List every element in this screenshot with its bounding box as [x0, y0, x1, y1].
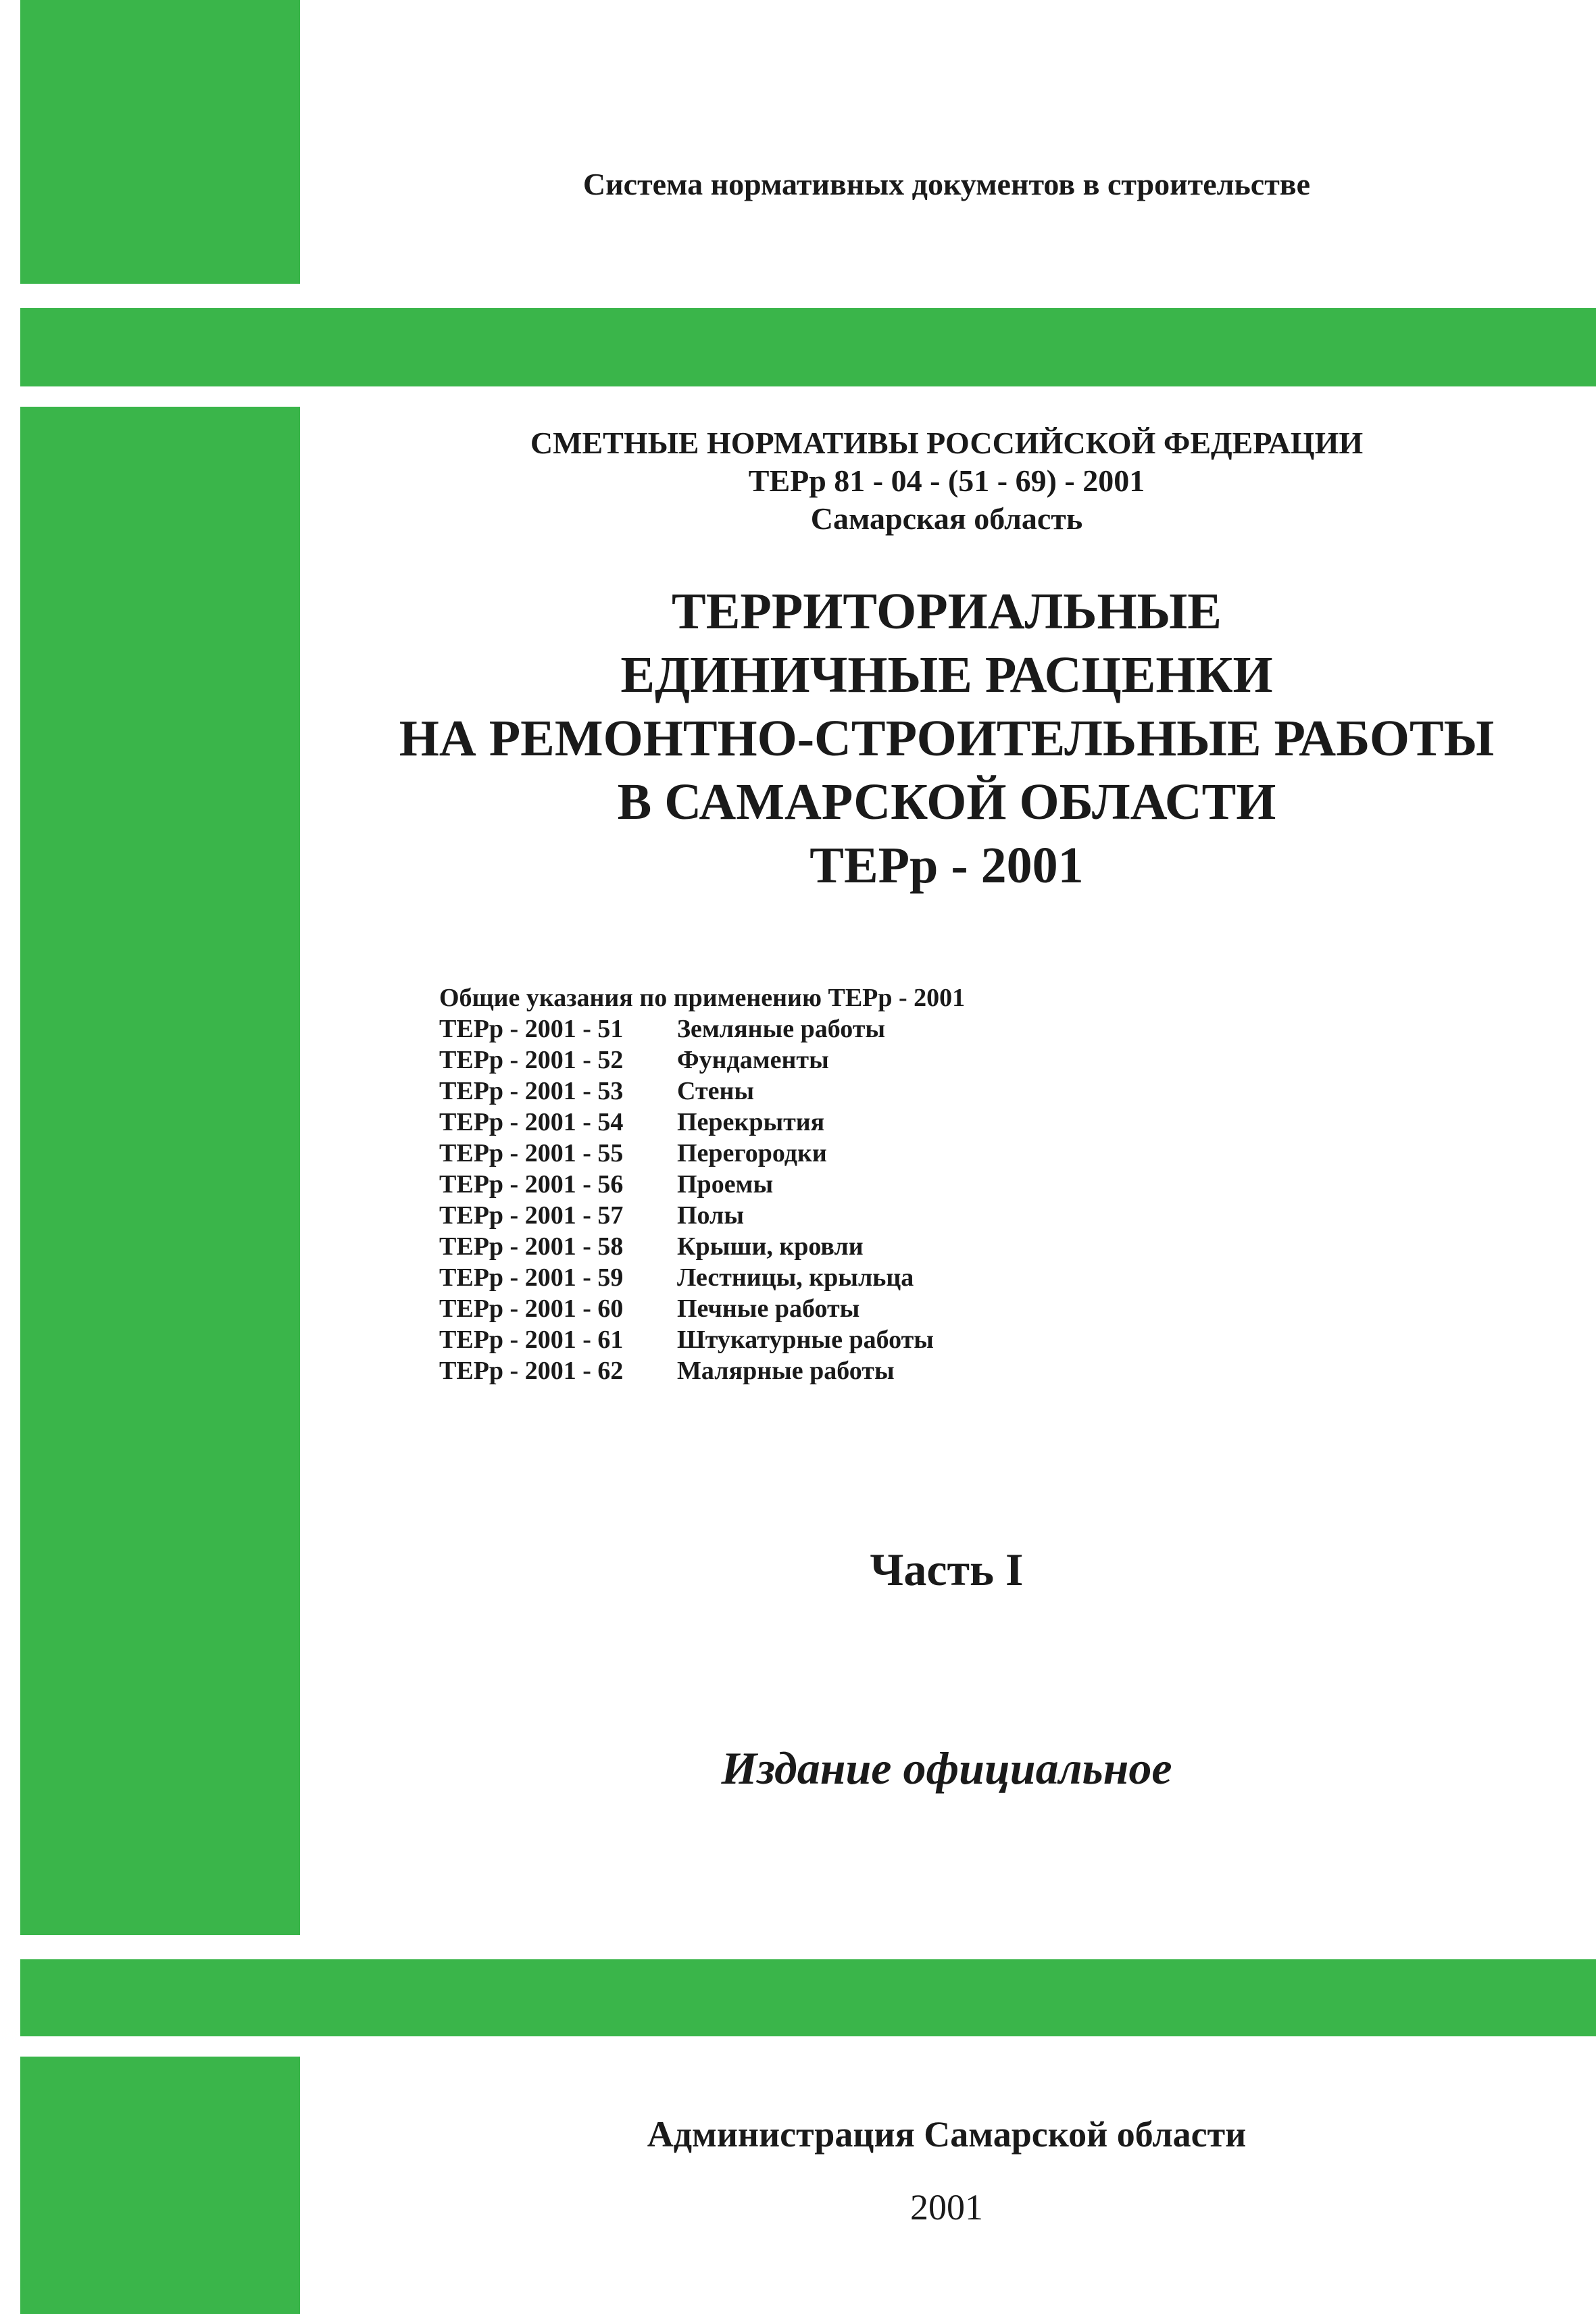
- publisher: Администрация Самарской области: [647, 2114, 1247, 2155]
- contents-item: [439, 1231, 965, 1262]
- green-band-horizontal-bottom: [20, 1959, 1596, 2036]
- contents-item-name: Лестницы, крыльца: [677, 1263, 914, 1292]
- contents-intro: Общие указания по применению ТЕРр - 2001: [439, 984, 966, 1012]
- contents-item-name: Земляные работы: [677, 1015, 886, 1043]
- contents-item: [439, 1324, 965, 1355]
- norms-region: Самарская область: [810, 501, 1083, 536]
- contents-item: [439, 1293, 965, 1324]
- contents-item-code: ТЕРр - 2001 - 52: [439, 1046, 624, 1074]
- contents-item-name: Проемы: [677, 1170, 774, 1199]
- contents-item-name: Малярные работы: [677, 1357, 895, 1385]
- contents-item-code: ТЕРр - 2001 - 60: [439, 1294, 624, 1323]
- contents-list: [439, 982, 965, 1386]
- series-label: Система нормативных документов в строительстве: [582, 167, 1311, 201]
- contents-item-code: ТЕРр - 2001 - 54: [439, 1108, 624, 1136]
- main-title-line: В САМАРСКОЙ ОБЛАСТИ: [617, 774, 1276, 830]
- main-title-line: ЕДИНИЧНЫЕ РАСЦЕНКИ: [620, 647, 1273, 703]
- contents-item: [439, 1045, 965, 1076]
- green-band-left-bottom: [20, 2057, 300, 2314]
- contents-item: [439, 1107, 965, 1138]
- contents-item-name: Штукатурные работы: [677, 1326, 934, 1354]
- contents-item-code: ТЕРр - 2001 - 56: [439, 1170, 624, 1199]
- contents-item-name: Перекрытия: [677, 1108, 825, 1136]
- main-title-line: ТЕРРИТОРИАЛЬНЫЕ: [672, 583, 1222, 640]
- publication-year: 2001: [910, 2187, 983, 2228]
- green-band-left-middle: [20, 407, 300, 1935]
- norms-title: СМЕТНЫЕ НОРМАТИВЫ РОССИЙСКОЙ ФЕДЕРАЦИИ: [530, 426, 1364, 460]
- norms-code: ТЕРр 81 - 04 - (51 - 69) - 2001: [748, 463, 1145, 498]
- contents-item: [439, 1169, 965, 1200]
- contents-item: [439, 1013, 965, 1045]
- part-label: Часть I: [870, 1544, 1024, 1595]
- contents-item-name: Стены: [677, 1077, 755, 1105]
- main-title: [297, 580, 1596, 897]
- contents-item-code: ТЕРр - 2001 - 57: [439, 1201, 624, 1230]
- contents-item: [439, 1076, 965, 1107]
- contents-item-code: ТЕРр - 2001 - 51: [439, 1015, 624, 1043]
- contents-item: [439, 1138, 965, 1169]
- contents-item-code: ТЕРр - 2001 - 58: [439, 1232, 624, 1261]
- contents-item-name: Крыши, кровли: [677, 1232, 864, 1261]
- main-title-line: ТЕРр - 2001: [809, 837, 1084, 894]
- contents-item-code: ТЕРр - 2001 - 59: [439, 1263, 624, 1292]
- edition-label: Издание официальное: [721, 1742, 1172, 1794]
- main-title-line: НА РЕМОНТНО-СТРОИТЕЛЬНЫЕ РАБОТЫ: [399, 710, 1495, 767]
- contents-item-code: ТЕРр - 2001 - 53: [439, 1077, 624, 1105]
- contents-item-name: Полы: [677, 1201, 745, 1230]
- contents-item-name: Печные работы: [677, 1294, 860, 1323]
- green-band-horizontal-top: [20, 308, 1596, 386]
- green-band-left-top: [20, 0, 300, 284]
- contents-item: [439, 1355, 965, 1386]
- contents-item-code: ТЕРр - 2001 - 55: [439, 1139, 624, 1167]
- contents-item: [439, 1200, 965, 1231]
- contents-item-code: ТЕРр - 2001 - 61: [439, 1326, 624, 1354]
- contents-item-code: ТЕРр - 2001 - 62: [439, 1357, 624, 1385]
- contents-item-name: Фундаменты: [677, 1046, 829, 1074]
- norms-block: [297, 424, 1596, 538]
- contents-item: [439, 1262, 965, 1293]
- contents-item-name: Перегородки: [677, 1139, 827, 1167]
